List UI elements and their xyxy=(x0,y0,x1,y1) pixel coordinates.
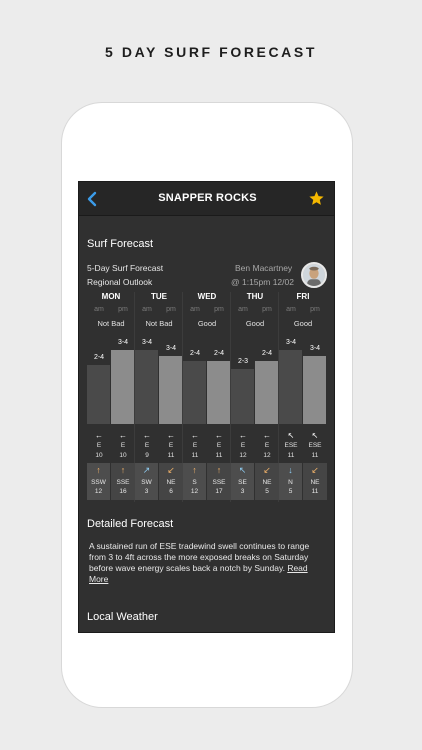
am-label: am xyxy=(94,306,104,313)
swell-arrow-icon: ↑ xyxy=(192,465,197,475)
day-name: FRI xyxy=(296,292,310,301)
swell-arrow-icon: ↙ xyxy=(311,465,319,475)
favorite-button[interactable] xyxy=(308,190,325,207)
day-rating: Not Bad xyxy=(145,319,173,328)
detailed-forecast-heading: Detailed Forecast xyxy=(87,518,174,530)
wind-arrow-icon: ↖ xyxy=(287,431,295,440)
wind-arrow-icon: ↖ xyxy=(311,431,319,440)
outlook-label: Regional Outlook xyxy=(87,277,153,287)
day-column xyxy=(135,292,183,502)
swell-period: 16 xyxy=(119,488,127,495)
wave-bar-pm xyxy=(159,356,182,424)
wind-direction: E xyxy=(216,442,222,449)
swell-period: 5 xyxy=(288,488,293,495)
wave-bar-pm xyxy=(303,356,326,424)
swell-period: 17 xyxy=(215,488,223,495)
wave-size-label: 2-3 xyxy=(237,358,249,365)
wind-speed: 11 xyxy=(167,452,175,459)
wind-speed: 11 xyxy=(191,452,199,459)
local-weather-heading: Local Weather xyxy=(87,611,158,623)
wind-direction: ESE xyxy=(284,442,298,449)
wave-size-label: 2-4 xyxy=(261,350,273,357)
swell-arrow-icon: ↖ xyxy=(238,465,247,475)
wind-direction: ESE xyxy=(308,442,322,449)
wave-bars xyxy=(231,332,279,424)
star-icon xyxy=(308,190,325,207)
wind-cell xyxy=(207,430,231,464)
wind-direction: E xyxy=(240,442,246,449)
wind-arrow-icon: ← xyxy=(263,431,271,440)
surf-forecast-heading: Surf Forecast xyxy=(87,238,154,250)
wave-bar-am xyxy=(183,361,206,424)
back-button[interactable] xyxy=(85,190,101,208)
wave-bars xyxy=(135,332,183,424)
forecast-label: 5-Day Surf Forecast xyxy=(87,263,164,273)
swell-direction: S xyxy=(192,479,197,486)
detail-body: A sustained run of ESE tradewind swell continues to range from 3 to 4ft across the more exposed breaks on Saturday before wave energy scales back a notch by Sunday. xyxy=(89,541,310,573)
day-name: THU xyxy=(246,292,264,301)
wind-row xyxy=(183,430,231,464)
day-name: TUE xyxy=(151,292,167,301)
wind-arrow-icon: ← xyxy=(95,431,103,440)
wave-size-label: 3-4 xyxy=(165,345,177,352)
day-column xyxy=(231,292,279,502)
wave-size-label: 3-4 xyxy=(117,339,129,346)
wind-cell xyxy=(303,430,327,464)
swell-direction: SSE xyxy=(212,479,226,486)
wave-bar-am xyxy=(279,350,302,424)
wind-speed: 12 xyxy=(239,452,247,459)
swell-cell xyxy=(279,463,303,500)
day-column xyxy=(183,292,231,502)
swell-arrow-icon: ↗ xyxy=(142,465,151,475)
wind-row xyxy=(87,430,135,464)
am-label: am xyxy=(238,306,248,313)
wind-arrow-icon: ← xyxy=(239,431,247,440)
wind-arrow-icon: ← xyxy=(191,431,199,440)
swell-cell xyxy=(135,463,159,500)
author-name: Ben Macartney xyxy=(235,263,293,273)
swell-cell xyxy=(183,463,207,500)
swell-row xyxy=(231,463,279,500)
swell-row xyxy=(279,463,327,500)
wind-cell xyxy=(159,430,183,464)
wave-size-label: 3-4 xyxy=(141,339,153,346)
wind-cell xyxy=(183,430,207,464)
swell-direction: NE xyxy=(262,479,272,486)
swell-cell xyxy=(255,463,279,500)
wind-cell xyxy=(111,430,135,464)
swell-cell xyxy=(159,463,183,500)
swell-arrow-icon: ↙ xyxy=(263,465,271,475)
swell-direction: N xyxy=(288,479,293,486)
wind-arrow-icon: ← xyxy=(167,431,175,440)
day-rating: Good xyxy=(245,319,265,328)
swell-row xyxy=(87,463,135,500)
wind-speed: 11 xyxy=(311,452,319,459)
wind-cell xyxy=(87,430,111,464)
wave-size-label: 2-4 xyxy=(189,350,201,357)
swell-direction: SSW xyxy=(91,479,106,486)
wind-direction: E xyxy=(96,442,102,449)
swell-period: 12 xyxy=(190,488,199,495)
day-name: WED xyxy=(197,292,217,301)
wind-arrow-icon: ← xyxy=(119,431,127,440)
wave-size-label: 3-4 xyxy=(309,345,321,352)
am-label: am xyxy=(190,306,200,313)
day-name: MON xyxy=(101,292,121,301)
swell-period: 11 xyxy=(311,488,319,495)
detailed-forecast-text xyxy=(89,541,325,585)
wind-cell xyxy=(255,430,279,464)
wind-arrow-icon: ← xyxy=(143,431,151,440)
day-rating: Good xyxy=(293,319,313,328)
am-label: am xyxy=(286,306,296,313)
swell-period: 3 xyxy=(240,488,245,495)
swell-arrow-icon: ↑ xyxy=(96,465,101,475)
wind-cell xyxy=(279,430,303,464)
swell-period: 12 xyxy=(94,488,103,495)
wave-bars xyxy=(183,332,231,424)
swell-direction: SW xyxy=(141,479,152,486)
wind-arrow-icon: ← xyxy=(215,431,223,440)
wind-speed: 10 xyxy=(119,452,127,459)
swell-cell xyxy=(303,463,327,500)
wind-row xyxy=(135,430,183,464)
wind-direction: E xyxy=(144,442,150,449)
swell-cell xyxy=(231,463,255,500)
swell-cell xyxy=(87,463,111,500)
pm-label: pm xyxy=(214,306,224,313)
pm-label: pm xyxy=(262,306,272,313)
navigation-bar xyxy=(79,182,335,216)
wind-direction: E xyxy=(120,442,126,449)
wave-size-label: 2-4 xyxy=(213,350,225,357)
swell-arrow-icon: ↑ xyxy=(120,465,126,475)
wind-direction: E xyxy=(192,442,198,449)
forecast-grid xyxy=(87,292,327,502)
wind-speed: 11 xyxy=(287,452,295,459)
pm-label: pm xyxy=(310,306,320,313)
swell-direction: SE xyxy=(238,479,247,486)
day-rating: Not Bad xyxy=(97,319,125,328)
author-avatar xyxy=(301,262,327,288)
pm-label: pm xyxy=(118,306,128,313)
wave-size-label: 3-4 xyxy=(285,339,297,346)
swell-cell xyxy=(207,463,231,500)
chevron-left-icon xyxy=(85,190,101,208)
read-more-link[interactable]: Read More xyxy=(89,563,308,584)
swell-period: 6 xyxy=(169,488,173,495)
day-rating: Good xyxy=(197,319,217,328)
swell-arrow-icon: ↑ xyxy=(216,465,222,475)
swell-period: 5 xyxy=(265,488,269,495)
wave-bar-pm xyxy=(255,361,278,424)
forecast-timestamp: @ 1:15pm 12/02 xyxy=(231,277,294,287)
wind-row xyxy=(279,430,327,464)
wave-bar-am xyxy=(135,350,158,424)
day-column xyxy=(279,292,327,502)
swell-direction: NE xyxy=(166,479,176,486)
swell-row xyxy=(135,463,183,500)
swell-arrow-icon: ↙ xyxy=(167,465,175,475)
swell-direction: NE xyxy=(310,479,320,486)
swell-arrow-icon: ↓ xyxy=(288,465,293,475)
wind-cell xyxy=(231,430,255,464)
wind-cell xyxy=(135,430,159,464)
wind-direction: E xyxy=(168,442,174,449)
page-title: SNAPPER ROCKS xyxy=(158,192,257,204)
wave-size-label: 2-4 xyxy=(93,354,105,361)
swell-row xyxy=(183,463,231,500)
swell-period: 3 xyxy=(144,488,149,495)
wind-direction: E xyxy=(264,442,270,449)
wave-bars xyxy=(279,332,327,424)
wave-bar-am xyxy=(87,365,110,424)
wind-row xyxy=(231,430,279,464)
app-screen xyxy=(78,181,335,633)
day-column xyxy=(87,292,135,502)
swell-direction: SSE xyxy=(116,479,130,486)
swell-cell xyxy=(111,463,135,500)
wave-bar-pm xyxy=(111,350,134,424)
headline: 5 DAY SURF FORECAST xyxy=(105,44,317,60)
wave-bars xyxy=(87,332,135,424)
wave-bar-am xyxy=(231,369,254,424)
wave-bar-pm xyxy=(207,361,230,424)
pm-label: pm xyxy=(166,306,176,313)
wind-speed: 11 xyxy=(215,452,223,459)
wind-speed: 10 xyxy=(95,452,103,459)
am-label: am xyxy=(142,306,152,313)
wind-speed: 9 xyxy=(145,452,149,459)
wind-speed: 12 xyxy=(263,452,271,459)
